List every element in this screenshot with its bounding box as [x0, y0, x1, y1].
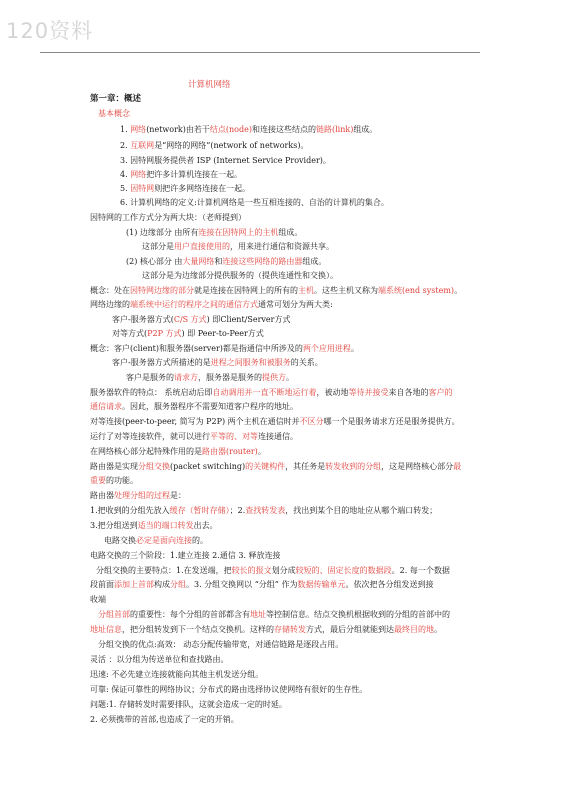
- highlighted-term: 适当的端口转发: [137, 521, 194, 530]
- highlighted-term: 连接在因特网上的主机: [198, 228, 279, 237]
- text-run: 分组交换的主要特点：1.在发送端，把: [96, 566, 232, 575]
- text-line: [120, 184, 250, 194]
- highlighted-term: 网络: [130, 170, 147, 179]
- text-run: 。2. 每一个数据: [391, 566, 450, 575]
- text-line: [98, 610, 450, 620]
- highlighted-term: 两个应用进程: [302, 344, 351, 353]
- highlighted-term: 主机: [298, 286, 314, 295]
- text-run: 路由器: [90, 491, 114, 500]
- text-run: 等控制信息。结点交换机根据收到的分组的首部中的: [266, 610, 450, 619]
- highlighted-term: 端系统中运行的程序之间的通信方式: [130, 300, 258, 309]
- highlighted-term: 地址信息: [90, 625, 122, 634]
- text-run: 。依次把各分组发送到接: [345, 580, 434, 589]
- highlighted-term: 较短的、固定长度的数据段: [295, 566, 392, 575]
- highlighted-term: 转发收到的分组: [325, 462, 382, 471]
- text-run: 对等方式(: [112, 329, 148, 338]
- text-run: 划分成: [271, 566, 296, 575]
- text-line: [90, 700, 287, 710]
- text-run: 3. 因特网服务提供者 ISP (Internet Service Provider)。: [120, 156, 331, 165]
- highlighted-term: 最: [453, 462, 462, 471]
- text-run: 来自各地的: [388, 388, 429, 397]
- text-line: [120, 198, 389, 208]
- text-run: 就是连接在因特网上的所有的: [194, 286, 298, 295]
- text-run: 2.: [120, 141, 131, 150]
- text-line: [90, 551, 281, 561]
- highlighted-term: 提供方: [262, 373, 286, 382]
- highlighted-term: 平等的、对等: [210, 432, 258, 441]
- text-line: [120, 125, 377, 135]
- text-line: [90, 432, 298, 442]
- text-run: 是“网络的网络”(network of networks)。: [154, 141, 309, 150]
- text-line: [90, 580, 433, 590]
- highlighted-term: 分组首部: [98, 610, 130, 619]
- text-line: [90, 462, 461, 472]
- text-run: 客户-服务器方式所描述的是: [112, 358, 211, 367]
- text-run: 在网络核心部分起特殊作用的是: [90, 447, 202, 456]
- text-run: 构成: [154, 580, 170, 589]
- text-run: 4.: [120, 170, 131, 179]
- text-run: 的功能。: [106, 476, 138, 485]
- highlighted-term: 缓存（暂时存储）: [169, 506, 230, 515]
- text-line: [90, 344, 359, 354]
- text-run: 运行了对等连接软件，就可以进行: [90, 432, 210, 441]
- highlighted-term: 处理分组的过程: [114, 491, 170, 500]
- text-run: 1.: [120, 125, 131, 134]
- text-run: 。: [454, 286, 463, 295]
- text-run: 。: [257, 447, 266, 456]
- text-line: [90, 685, 367, 695]
- text-line: [126, 373, 294, 383]
- text-line: [112, 358, 323, 368]
- text-line: [142, 242, 334, 252]
- text-run: 因特网的工作方式分为两大块：（老师提到）: [90, 213, 246, 222]
- text-run: 组成。: [302, 257, 327, 266]
- text-run: (network)由若干: [146, 125, 210, 134]
- watermark-logo: 120资料: [6, 19, 94, 43]
- text-run: 对等连接(peer-to-peer, 简写为 P2P) 两个主机在通信时并: [90, 417, 300, 426]
- text-line: [90, 286, 462, 296]
- text-run: ，用来进行通信和资源共享。: [230, 242, 334, 251]
- highlighted-term: 较长的报文: [231, 566, 272, 575]
- text-line: [90, 476, 138, 486]
- text-run: 和连接这些结点的: [251, 125, 316, 134]
- text-run: 客户是服务的: [126, 373, 174, 382]
- text-run: 段前面: [90, 580, 114, 589]
- text-run: ；2.: [229, 506, 246, 515]
- highlighted-term: 大量网络: [182, 257, 215, 266]
- highlighted-term: 端系统(end system): [378, 286, 455, 295]
- text-run: 问题:1. 存储转发时需要排队，这就会造成一定的时延。: [90, 700, 287, 709]
- highlighted-term: 查找转发表: [245, 506, 286, 515]
- text-run: 连接通信。: [258, 432, 298, 441]
- text-line: [96, 566, 450, 576]
- highlighted-term: 基本概念: [98, 109, 130, 118]
- text-run: 。这些主机又称为: [314, 286, 378, 295]
- text-run: (1) 边缘部分 由所有: [126, 228, 199, 237]
- text-line: [90, 388, 453, 398]
- text-line: [90, 447, 266, 457]
- text-run: 的关系。: [290, 358, 323, 367]
- text-run: 组成。: [353, 125, 378, 134]
- highlighted-term: C/S 方式: [173, 315, 207, 324]
- highlighted-term: 分组: [170, 580, 186, 589]
- highlighted-term: 重要: [90, 476, 106, 485]
- text-run: 是：: [170, 491, 186, 500]
- highlighted-term: 必定是面向连接: [136, 536, 192, 545]
- text-run: ，找出到某个目的地址应从哪个端口转发；: [285, 506, 438, 515]
- highlighted-term: 链路(link): [315, 125, 354, 134]
- highlighted-term: 因特网边缘的部分: [130, 286, 194, 295]
- highlighted-term: 添加上首部: [114, 580, 154, 589]
- text-run: 收端: [90, 595, 106, 604]
- text-run: 6. 计算机网络的定义:计算机网络是一些互相连接的、自治的计算机的集合。: [120, 198, 389, 207]
- highlighted-term: 数据传输单元: [297, 580, 346, 589]
- text-line: [98, 640, 343, 650]
- text-line: [120, 170, 242, 180]
- text-run: 。: [350, 344, 359, 353]
- highlighted-term: 地址: [250, 610, 266, 619]
- text-run: 方式，最后分组就能到达: [306, 625, 394, 634]
- chapter-heading: 第一章：概述: [90, 94, 142, 104]
- highlighted-term: 客户的: [428, 388, 453, 397]
- text-line: [90, 491, 186, 501]
- text-line: [90, 417, 460, 427]
- text-run: 则把许多网络连接在一起。: [154, 184, 251, 193]
- text-run: 组成。: [278, 228, 303, 237]
- text-line: [90, 213, 246, 223]
- text-run: 把许多计算机连接在一起。: [146, 170, 243, 179]
- text-run: 3.把分组送到: [90, 521, 138, 530]
- text-line: [90, 521, 218, 531]
- highlighted-term: 分组交换: [138, 462, 170, 471]
- text-run: 电路交换: [104, 536, 136, 545]
- text-run: ，服务器是服务的: [198, 373, 262, 382]
- text-run: 通常可划分为两大类:: [258, 300, 333, 309]
- text-run: 网络边缘的: [90, 300, 130, 309]
- text-run: 。3. 分组交换网以 “分组” 作为: [186, 580, 298, 589]
- highlighted-term: 最终目的地: [394, 625, 434, 634]
- text-run: 。因此，服务器程序不需要知道客户程序的地址。: [122, 402, 298, 411]
- text-line: [112, 315, 291, 325]
- highlighted-term: 网络: [130, 125, 147, 134]
- text-run: 客户-服务器方式(: [112, 315, 174, 324]
- text-run: ，把分组转发到下一个结点交换机。这样的: [122, 625, 274, 634]
- text-run: 这部分是为边缘部分提供服务的（提供连通性和交换）。: [142, 271, 338, 280]
- text-run: ) 即Client/Server方式: [206, 315, 291, 324]
- highlighted-term: P2P 方式: [147, 329, 182, 338]
- text-line: [112, 329, 264, 339]
- highlighted-term: 的关键构件: [245, 462, 286, 471]
- highlighted-term: 通信请求: [90, 402, 122, 411]
- text-run: 5.: [120, 184, 131, 193]
- text-run: 。: [286, 373, 294, 382]
- text-run: ，被动地: [316, 388, 349, 397]
- text-line: [90, 506, 437, 516]
- text-run: 灵活 ：以分组为传送单位和查找路由。: [90, 655, 229, 664]
- highlighted-term: 路由器(router): [202, 447, 258, 456]
- text-line: [90, 625, 442, 635]
- text-run: 电路交换的三个阶段：1.建立连接 2.通信 3. 释放连接: [90, 551, 281, 560]
- highlighted-term: 连接这些网络的路由器: [222, 257, 303, 266]
- text-line: [90, 300, 333, 310]
- text-line: [90, 595, 106, 605]
- text-line: [104, 536, 208, 546]
- text-run: 1.把收到的分组先放入: [90, 506, 170, 515]
- text-line: [90, 670, 263, 680]
- text-run: 和: [214, 257, 223, 266]
- text-run: ，其任务是: [285, 462, 326, 471]
- text-run: 2. 必须携带的首部,也造成了一定的开销。: [90, 715, 239, 724]
- text-run: 可靠: 保证可靠性的网络协议；分布式的路由选择协议使网络有很好的生存性。: [90, 685, 368, 694]
- text-line: [126, 257, 326, 267]
- text-run: 服务器软件的特点： 系统启动后即: [90, 388, 213, 397]
- text-run: (packet switching): [170, 462, 246, 471]
- text-run: (2) 核心部分 由: [126, 257, 183, 266]
- text-run: 这部分是: [142, 242, 174, 251]
- text-line: [120, 141, 308, 151]
- text-line: [90, 402, 298, 412]
- text-run: 。: [434, 625, 442, 634]
- text-run: 分组交换的优点:高效： 动态分配传输带宽，对通信链路是逐段占用。: [98, 640, 344, 649]
- text-line: [98, 109, 130, 119]
- text-run: 的重要性：每个分组的首部都含有: [130, 610, 250, 619]
- text-run: 概念：处在: [90, 286, 130, 295]
- text-run: 出去。: [193, 521, 218, 530]
- highlighted-term: 不区分: [299, 417, 324, 426]
- text-run: 概念：客户(client)和服务器(server)都是指通信中所涉及的: [90, 344, 303, 353]
- highlighted-term: 存储转发: [274, 625, 306, 634]
- highlighted-term: 进程之间服务和被服务: [210, 358, 291, 367]
- text-run: ，这是网络核心部分: [381, 462, 454, 471]
- text-line: [90, 655, 229, 665]
- text-line: [120, 156, 331, 166]
- text-line: [126, 228, 302, 238]
- highlighted-term: 自动调用并一直不断地运行着: [212, 388, 317, 397]
- highlighted-term: 结点(node): [209, 125, 252, 134]
- text-run: 哪一个是服务请求方还是服务提供方。: [323, 417, 460, 426]
- highlighted-term: 因特网: [130, 184, 155, 193]
- text-run: ) 即 Peer-to-Peer方式: [181, 329, 264, 338]
- text-run: 的。: [192, 536, 208, 545]
- text-run: 迅速: 不必先建立连接就能向其他主机发送分组。: [90, 670, 264, 679]
- text-line: [142, 271, 338, 281]
- document-title: 计算机网络: [188, 80, 231, 90]
- highlighted-term: 等待并接受: [348, 388, 389, 397]
- text-run: 路由器是实现: [90, 462, 138, 471]
- highlighted-term: 用户直接使用的: [174, 242, 230, 251]
- text-line: [90, 715, 239, 725]
- header-divider: [40, 52, 480, 53]
- highlighted-term: 互联网: [130, 141, 155, 150]
- highlighted-term: 请求方: [174, 373, 198, 382]
